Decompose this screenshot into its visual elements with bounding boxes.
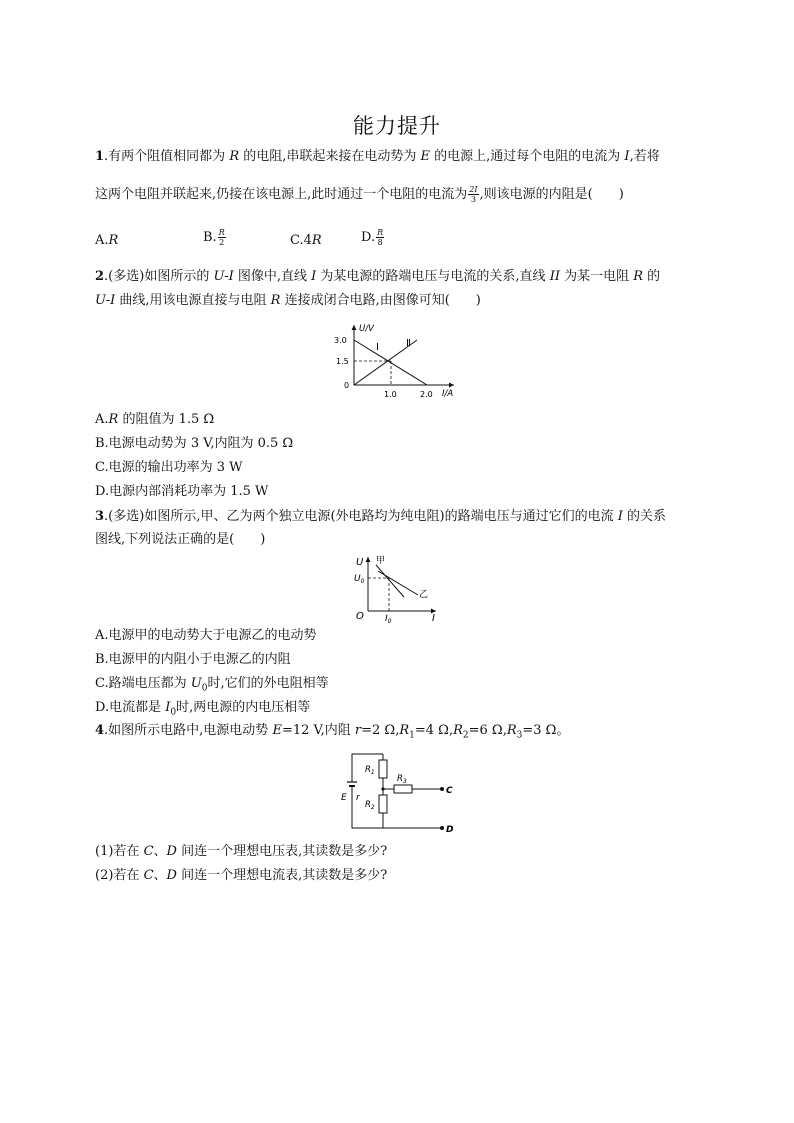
q4-text-f: =3 Ω。 [522, 723, 570, 738]
q1-opt-b-label: B. [203, 230, 217, 245]
q3-lbl-origin: O [356, 611, 364, 622]
q1-opt-b-frac [218, 228, 226, 247]
q4-lbl-r3-main: R [397, 774, 403, 784]
q1-option-b [203, 228, 227, 247]
q1-option-a [95, 233, 118, 248]
q4-var-r2-sub: 2 [462, 730, 469, 741]
q4-var-r1: R [399, 723, 410, 738]
q3-lbl-u0-main: U [354, 574, 361, 584]
q2-var-ui: U-I [213, 269, 234, 284]
q2-lbl-i: I [376, 342, 379, 353]
q2-tick-3: 3.0 [334, 336, 347, 345]
q2-text-a: 如图所示的 [144, 269, 214, 284]
q2-text-g: 连接成闭合电路,由图像可知( ) [280, 293, 481, 308]
q1-text-a: .有两个阻值相同都为 [104, 149, 230, 164]
q1-var-r: R [229, 149, 240, 164]
q2-var-r: R [633, 269, 644, 284]
q3-text-a: 如图所示,甲、乙为两个独立电源(外电路均为纯电阻)的路端电压与通过它们的电流 [144, 509, 618, 524]
q2-text-d: 为某一电阻 [559, 269, 634, 284]
q4-lbl-r1-sub: 1 [370, 769, 375, 776]
q4-sub2 [95, 867, 387, 885]
q3-line-jia [376, 565, 404, 597]
q4-lbl-r: r [356, 793, 360, 803]
q3-lbl-u0 [354, 574, 365, 585]
q4-resistor-r3 [394, 785, 412, 793]
q3-opt-c-text-b: 时,它们的外电阻相等 [207, 676, 329, 691]
q4-sub1-c: C [143, 844, 154, 859]
q4-circuit [338, 748, 463, 836]
q2-tick-x2: 2.0 [420, 390, 433, 399]
q2-opt-a-label: A. [95, 412, 109, 427]
q3-line2: 图线,下列说法正确的是( ) [95, 532, 266, 547]
q1-opt-b-num: R [218, 228, 225, 237]
q2-number: 2 [95, 269, 105, 284]
q3-opt-c-text-a: C.路端电压都为 [95, 676, 191, 691]
q2-origin: 0 [344, 381, 350, 390]
q2-opt-a-text: 的阻值为 1.5 Ω [118, 412, 215, 427]
q3-lbl-u: U [356, 557, 364, 568]
q2-text-e: 的 [643, 269, 661, 284]
q4-lbl-d: D [446, 825, 454, 835]
q2-option-d: D.电源内部消耗功率为 1.5 W [95, 484, 269, 499]
q1-text-b: 的电阻,串联起来接在电动势为 [239, 149, 421, 164]
q4-sub2-d: D [166, 868, 177, 883]
q1-text-f: ,则该电源的内阻是( ) [479, 187, 624, 202]
q4-terminal-d [440, 826, 444, 830]
q4-number: 4 [95, 723, 105, 738]
q3-opt-c-var: U [190, 676, 202, 691]
q1-line1 [95, 148, 660, 166]
q4-var-r1-sub: 1 [409, 730, 415, 741]
q4-sub2-c: C [143, 868, 154, 883]
q4-sub1-a: (1)若在 [95, 844, 144, 859]
q2-option-b: B.电源电动势为 3 V,内阻为 0.5 Ω [95, 436, 294, 451]
q2-tag: .(多选) [104, 269, 145, 284]
q4-sub2-a: (2)若在 [95, 868, 144, 883]
q3-opt-d-text-a: D.电流都是 [95, 700, 166, 715]
q3-option-b: B.电源甲的内阻小于电源乙的内阻 [95, 652, 291, 667]
q3-lbl-u0-sub: 0 [360, 578, 365, 585]
q1-frac-num: 2I [469, 185, 478, 194]
q1-option-d [361, 228, 385, 247]
q3-lbl-i0-main: I [385, 614, 388, 623]
q4-var-r3: R [506, 723, 517, 738]
q2-option-c: C.电源的输出功率为 3 W [95, 460, 243, 475]
q3-lbl-yi: 乙 [419, 590, 429, 600]
q3-tag: .(多选) [104, 509, 145, 524]
q3-y-arrow [366, 557, 371, 562]
q3-opt-d-var: I [165, 700, 171, 715]
q4-sub2-text: 间连一个理想电流表,其读数是多少? [176, 868, 388, 883]
q2-x-arrow [449, 383, 454, 388]
q3-opt-d-sub: 0 [170, 707, 177, 718]
q1-opt-d-den: 8 [377, 238, 383, 247]
q4-text-a: .如图所示电路中,电源电动势 [104, 723, 273, 738]
q2-var-line-i: I [311, 269, 317, 284]
q1-text-d: ,若将 [629, 149, 660, 164]
q2-text-b: 图像中,直线 [233, 269, 312, 284]
q1-number: 1 [95, 149, 105, 164]
q4-var-r: r [354, 723, 362, 738]
q1-opt-d-frac [376, 228, 384, 247]
q3-lbl-jia: 甲 [376, 556, 386, 566]
q4-lbl-c: C [446, 786, 453, 796]
q2-y-arrow [352, 325, 357, 330]
q2-var-line-ii: II [549, 269, 560, 284]
q1-text-e: 这两个电阻并联起来,仍接在该电源上,此时通过一个电阻的电流为 [95, 187, 468, 202]
q3-number: 3 [95, 509, 105, 524]
q4-lbl-r2-sub: 2 [370, 804, 375, 811]
q1-line2 [95, 185, 624, 204]
q1-opt-b-den: 2 [219, 238, 225, 247]
q3-option-d [95, 699, 310, 722]
q2-ui-graph [330, 320, 460, 400]
q2-x-label: I/A [442, 389, 454, 399]
q1-var-e: E [420, 149, 431, 164]
q2-y-label: U/V [359, 324, 374, 334]
q1-opt-c-val: R [311, 233, 322, 248]
q3-var-i: I [617, 509, 623, 524]
q2-text-f: 曲线,用该电源直接与电阻 [115, 293, 271, 308]
q4-resistor-r2 [379, 795, 387, 813]
q4-terminal-c [440, 787, 444, 791]
q2-text-c: 为某电源的路端电压与电流的关系,直线 [316, 269, 550, 284]
q2-var-r-2: R [270, 293, 281, 308]
q4-text-c: =2 Ω, [361, 723, 400, 738]
q1-text-c: 的电源上,通过每个电阻的电流为 [430, 149, 625, 164]
q4-lbl-r3-sub: 3 [402, 778, 407, 785]
q3-line-yi [378, 571, 418, 595]
q4-lbl-r2-main: R [365, 800, 371, 810]
q4-lbl-r3 [397, 774, 407, 785]
q4-text-b: =12 V,内阻 [281, 723, 355, 738]
q3-option-a: A.电源甲的电动势大于电源乙的电动势 [95, 628, 317, 643]
q2-tick-x1: 1.0 [384, 390, 397, 399]
q1-fraction [468, 185, 478, 204]
q4-lbl-r2 [365, 800, 375, 811]
q3-lbl-i0-sub: 0 [387, 618, 392, 623]
q2-line1 [95, 268, 660, 286]
q1-opt-d-num: R [377, 228, 384, 237]
q2-lbl-ii: Ⅱ [406, 338, 411, 349]
q4-lbl-r1-main: R [365, 765, 371, 775]
q3-lbl-i: I [432, 613, 435, 623]
q2-opt-a-var: R [108, 412, 119, 427]
q4-lbl-r1 [365, 765, 375, 776]
q3-ui-graph [352, 553, 447, 623]
q4-var-e: E [272, 723, 282, 738]
q1-opt-c-label: C.4 [290, 233, 312, 248]
q4-sub1-d: D [166, 844, 177, 859]
q4-resistor-r1 [379, 760, 387, 778]
q2-tick-15: 1.5 [336, 357, 349, 366]
q1-opt-a-label: A. [95, 233, 109, 248]
q3-text-b: 的关系 [622, 509, 667, 524]
q4-sub2-b: 、 [153, 868, 167, 883]
q4-var-r3-sub: 3 [516, 730, 523, 741]
q4-lbl-e: E [341, 793, 347, 803]
q2-line2 [95, 292, 481, 310]
q2-line-i [354, 340, 427, 385]
q1-opt-d-label: D. [361, 230, 376, 245]
q2-option-a [95, 411, 214, 429]
q3-line1 [95, 508, 666, 526]
q4-sub1-text: 间连一个理想电压表,其读数是多少? [176, 844, 388, 859]
page-title: 能力提升 [353, 114, 441, 138]
q1-var-i: I [624, 149, 630, 164]
q4-text-e: =6 Ω, [468, 723, 507, 738]
q4-var-r2: R [453, 723, 463, 738]
q3-opt-c-sub: 0 [201, 683, 208, 694]
q3-option-c [95, 675, 329, 698]
q4-sub1-b: 、 [153, 844, 167, 859]
q3-opt-d-text-b: 时,两电源的内电压相等 [176, 700, 311, 715]
q3-lbl-i0 [385, 614, 392, 623]
q1-opt-a-val: R [108, 233, 119, 248]
q2-var-ui-2: U-I [95, 293, 116, 308]
q1-frac-den: 3 [470, 195, 476, 204]
q1-option-c [290, 233, 322, 248]
q4-line1 [95, 722, 569, 745]
q4-sub1 [95, 843, 387, 861]
q4-text-d: =4 Ω, [414, 723, 454, 738]
